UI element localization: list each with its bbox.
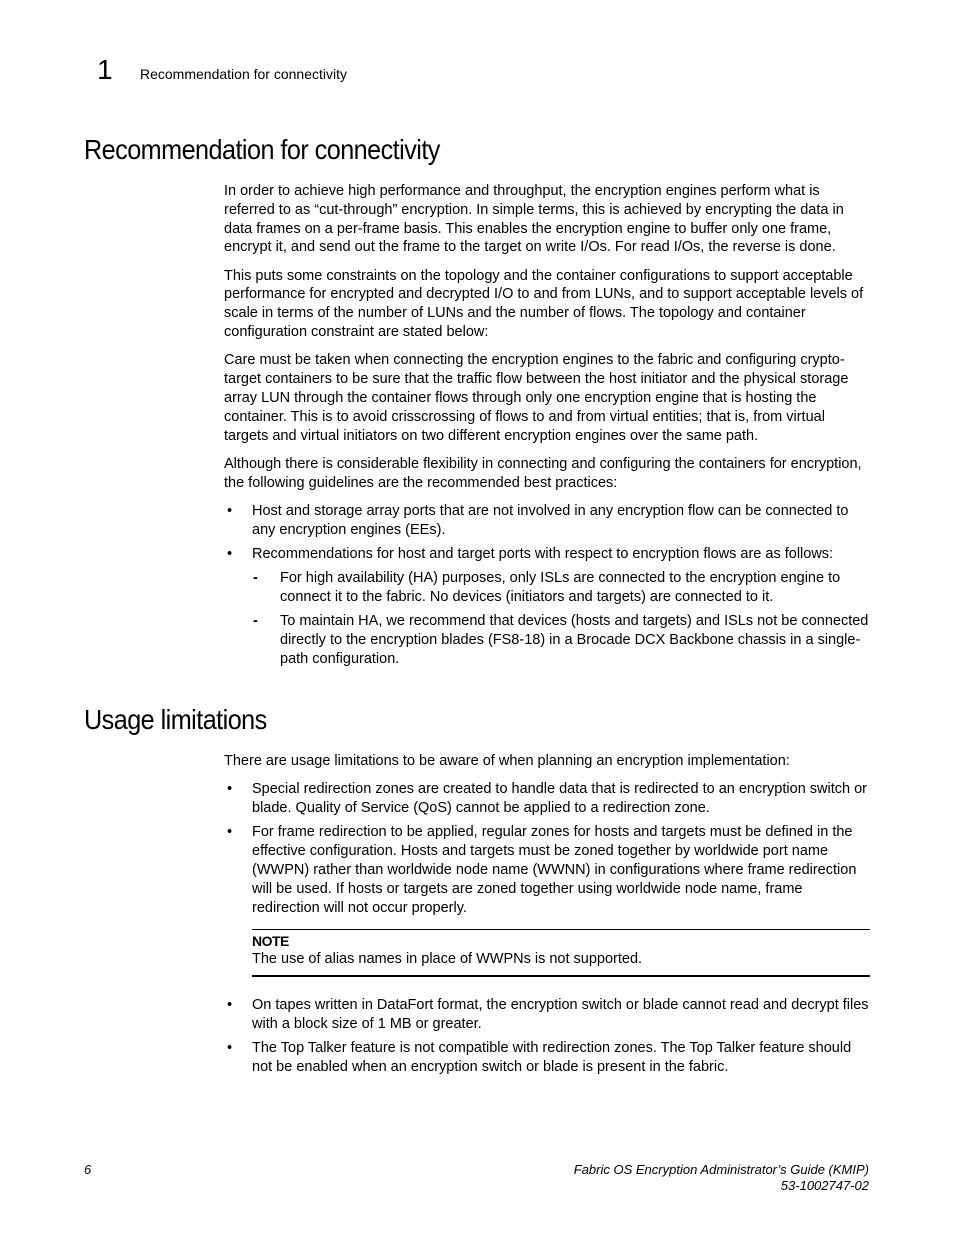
section-heading-usage-limitations: Usage limitations [84, 704, 267, 735]
sub-list-item [252, 612, 870, 668]
dash-icon: - [253, 612, 258, 629]
bullet-list [224, 996, 870, 1077]
bullet-icon: • [227, 546, 233, 563]
bullet-icon: • [227, 781, 233, 798]
bullet-icon: • [227, 1040, 233, 1057]
paragraph: Care must be taken when connecting the encryption engines to the fabric and configuring crypto-target containers to be sure that the traffic flow between the host initiator and the physical storage array LUN through the container flows through only one encryption engine that is hosting the container. This is to avoid crisscrossing of flows to and from virtual entities; that is, from virtual targets and virtual initiators on two different encryption engines over the same path. [224, 352, 849, 444]
note-text: The use of alias names in place of WWPNs is not supported. [252, 951, 643, 968]
sub-list-item [252, 569, 870, 607]
list-item-text: The Top Talker feature is not compatible with redirection zones. The Top Talker feature should not be enabled when an encryption switch or blade is present in the fabric. [252, 1040, 852, 1076]
list-item [224, 1039, 870, 1077]
chapter-title: Recommendation for connectivity [140, 66, 347, 82]
list-item [224, 823, 870, 917]
section-body-connectivity [224, 182, 870, 674]
footer-guide-title: Fabric OS Encryption Administrator’s Guide (KMIP) [573, 1162, 869, 1177]
paragraph: Although there is considerable flexibility in connecting and configuring the containers for encryption, the following guidelines are the recommended best practices: [224, 455, 862, 491]
dash-icon: - [253, 569, 258, 586]
chapter-number: 1 [97, 54, 113, 85]
bullet-list [224, 780, 870, 917]
page-number: 6 [84, 1162, 92, 1177]
bullet-list [224, 502, 870, 668]
paragraph: There are usage limitations to be aware of when planning an encryption implementation: [224, 753, 790, 769]
list-item [224, 502, 870, 540]
list-item-text: Recommendations for host and target ports with respect to encryption flows are as follows: [252, 546, 834, 563]
note-box [252, 929, 870, 977]
sub-bullet-list [252, 569, 870, 668]
note-label: NOTE [252, 933, 289, 950]
list-item [224, 780, 870, 818]
bullet-icon: • [227, 502, 233, 519]
sub-list-item-text: To maintain HA, we recommend that devices (hosts and targets) and ISLs not be connected directly to the encryption blades (FS8-18) in a Brocade DCX Backbone chassis in a single-path configuration. [280, 612, 869, 667]
footer-doc-number: 53-1002747-02 [780, 1178, 869, 1193]
list-item-text: Host and storage array ports that are not involved in any encryption flow can be connected to any encryption engines (EEs). [252, 502, 849, 538]
paragraph: This puts some constraints on the topology and the container configurations to support acceptable performance for encrypted and decrypted I/O to and from LUNs, and to support acceptable levels of scale in terms of the number of LUNs and the number of flows. The topology and container configuration constraint are stated below: [224, 267, 864, 341]
list-item-text: Special redirection zones are created to handle data that is redirected to an encryption switch or blade. Quality of Service (QoS) cannot be applied to a redirection zone. [252, 781, 867, 817]
bullet-icon: • [227, 997, 233, 1014]
section-heading-connectivity: Recommendation for connectivity [84, 134, 440, 165]
paragraph: In order to achieve high performance and throughput, the encryption engines perform what is referred to as “cut-through” encryption. In simple terms, this is achieved by encrypting the data in data frames on a per-frame basis. This enables the encryption engine to buffer only one frame, encrypt it, and send out the frame to the target on write I/Os. For read I/Os, the reverse is done. [224, 183, 844, 256]
bullet-icon: • [227, 824, 233, 841]
list-item [224, 996, 870, 1034]
list-item [224, 545, 870, 668]
list-item-text: For frame redirection to be applied, regular zones for hosts and targets must be defined in the effective configuration. Hosts and targets must be zoned together by worldwide port name (WWPN) rather than worldwide node name (WWNN) in configurations where frame redirection will be used. If hosts or targets are zoned together using worldwide node name, frame redirection will not occur properly. [252, 824, 857, 916]
list-item-text: On tapes written in DataFort format, the encryption switch or blade cannot read and decrypt files with a block size of 1 MB or greater. [252, 997, 869, 1032]
sub-list-item-text: For high availability (HA) purposes, only ISLs are connected to the encryption engine to connect it to the fabric. No devices (initiators and targets) are connected to it. [280, 569, 841, 605]
section-body-usage-limitations [224, 752, 870, 1082]
